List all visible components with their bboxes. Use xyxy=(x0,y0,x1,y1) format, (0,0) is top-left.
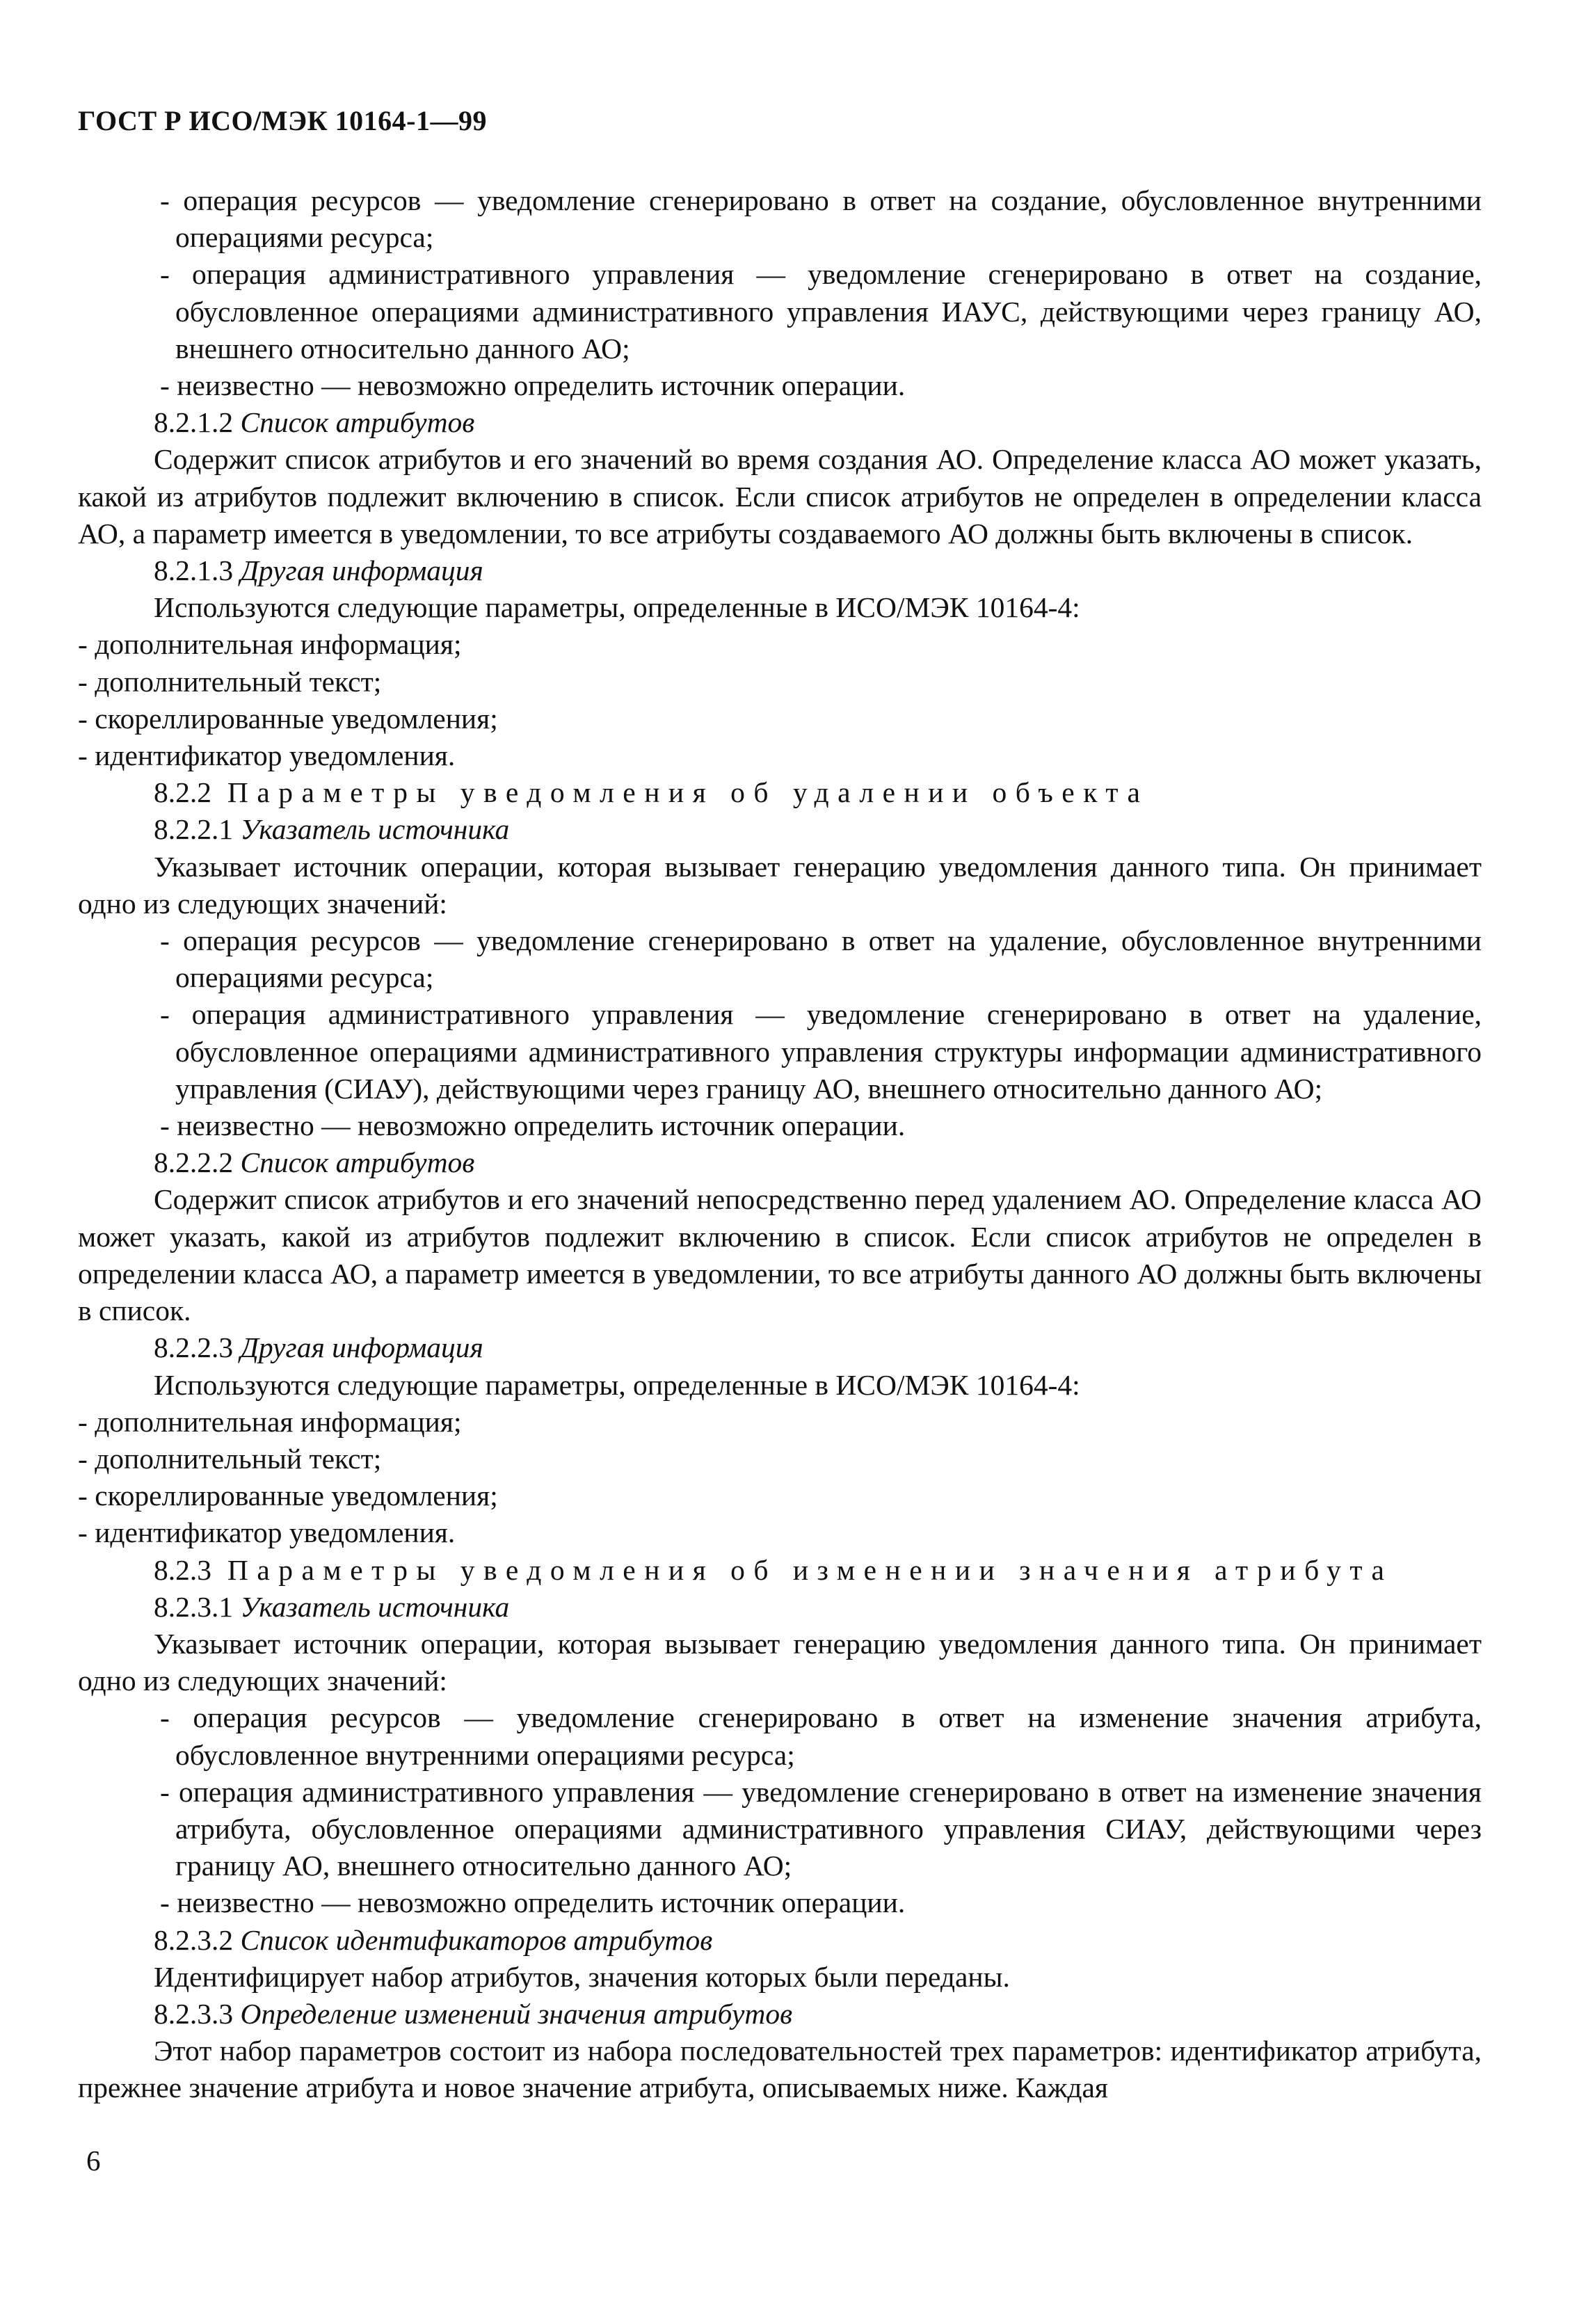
list-item: - дополнительная информация; xyxy=(78,628,462,661)
list-item: - неизвестно — невозможно определить источник операции. xyxy=(160,1886,906,1919)
section-heading xyxy=(78,774,1482,811)
list-item: - дополнительная информация; xyxy=(78,1405,462,1438)
heading-title: Список идентификаторов атрибутов xyxy=(240,1923,713,1956)
subsection-heading xyxy=(78,1922,1482,1959)
subsection-heading xyxy=(78,1329,1482,1366)
heading-number: 8.2.3.3 xyxy=(154,1997,234,2030)
heading-title: Параметры уведомления об удалении объекта xyxy=(227,776,1149,809)
section-heading xyxy=(78,1552,1482,1589)
page-header: ГОСТ Р ИСО/МЭК 10164-1—99 xyxy=(78,105,487,136)
heading-title: Другая информация xyxy=(240,554,483,587)
paragraph: Указывает источник операции, которая вызывает генерацию уведомления данного типа. Он принимает одно из следующих значений: xyxy=(78,850,1482,920)
list-item: - неизвестно — невозможно определить источник операции. xyxy=(160,369,906,402)
heading-title: Другая информация xyxy=(240,1331,483,1364)
list-item: - операция ресурсов — уведомление сгенерировано в ответ на изменение значения атрибута, обусловленное внутренними операциями ресурса; xyxy=(160,1701,1482,1771)
heading-title: Список атрибутов xyxy=(240,406,475,439)
heading-title: Определение изменений значения атрибутов xyxy=(240,1997,793,2030)
heading-number: 8.2.2.2 xyxy=(154,1146,234,1179)
subsection-heading xyxy=(78,1144,1482,1181)
heading-number: 8.2.3 xyxy=(154,1553,211,1586)
paragraph: Используются следующие параметры, определенные в ИСО/МЭК 10164-4: xyxy=(154,1368,1080,1401)
list-item: - идентификатор уведомления. xyxy=(78,739,456,772)
paragraph: Содержит список атрибутов и его значений непосредственно перед удалением АО. Определение класса АО может указать, какой из атрибутов подлежит включению в список. Если список атрибутов не определен в определении класса АО, а параметр имеется в уведомлении, то все атрибуты данного АО должны быть включены в список. xyxy=(78,1183,1482,1327)
heading-number: 8.2.1.2 xyxy=(154,406,234,439)
subsection-heading xyxy=(78,404,1482,441)
page-number: 6 xyxy=(86,2145,101,2177)
heading-number: 8.2.3.1 xyxy=(154,1590,234,1623)
list-item: - дополнительный текст; xyxy=(78,665,382,698)
subsection-heading xyxy=(78,811,1482,848)
paragraph: Содержит список атрибутов и его значений во время создания АО. Определение класса АО может указать, какой из атрибутов подлежит включению в список. Если список атрибутов не определен в определении класса АО, а параметр имеется в уведомлении, то все атрибуты создаваемого АО должны быть включены в список. xyxy=(78,443,1482,550)
paragraph: Этот набор параметров состоит из набора последовательностей трех параметров: идентификатор атрибута, прежнее значение атрибута и новое значение атрибута, описываемых ниже. Каждая xyxy=(78,2035,1482,2104)
heading-number: 8.2.3.2 xyxy=(154,1923,234,1956)
subsection-heading xyxy=(78,552,1482,589)
list-item: - операция административного управления — уведомление сгенерировано в ответ на изменение значения атрибута, обусловленное операциями административного управления СИАУ, действующими через границу АО, внешнего относительно данного АО; xyxy=(160,1775,1482,1882)
paragraph: Идентифицирует набор атрибутов, значения которых были переданы. xyxy=(154,1960,1010,1993)
list-item: - скореллированные уведомления; xyxy=(78,1480,498,1512)
heading-title: Указатель источника xyxy=(240,813,510,846)
heading-number: 8.2.1.3 xyxy=(154,554,234,587)
list-item: - операция административного управления — уведомление сгенерировано в ответ на удаление, обусловленное операциями административного управления структуры информации административного управления (СИАУ), действующими через границу АО, внешнего относительно данного АО; xyxy=(160,998,1482,1105)
list-item: - операция ресурсов — уведомление сгенерировано в ответ на создание, обусловленное внутренними операциями ресурса; xyxy=(160,184,1482,254)
heading-number: 8.2.2.1 xyxy=(154,813,234,846)
heading-title: Параметры уведомления об изменении значения атрибута xyxy=(227,1553,1393,1586)
list-item: - операция административного управления — уведомление сгенерировано в ответ на создание, обусловленное операциями административного управления ИАУС, действующими через границу АО, внешнего относительно данного АО; xyxy=(160,258,1482,364)
subsection-heading xyxy=(78,1996,1482,2033)
heading-title: Указатель источника xyxy=(240,1590,510,1623)
list-item: - идентификатор уведомления. xyxy=(78,1516,456,1549)
list-item: - операция ресурсов — уведомление сгенерировано в ответ на удаление, обусловленное внутренними операциями ресурса; xyxy=(160,924,1482,994)
document-body xyxy=(78,182,1482,2107)
list-item: - дополнительный текст; xyxy=(78,1442,382,1475)
list-item: - скореллированные уведомления; xyxy=(78,702,498,735)
heading-number: 8.2.2.3 xyxy=(154,1331,234,1364)
heading-title: Список атрибутов xyxy=(240,1146,475,1179)
subsection-heading xyxy=(78,1589,1482,1626)
list-item: - неизвестно — невозможно определить источник операции. xyxy=(160,1109,906,1142)
paragraph: Указывает источник операции, которая вызывает генерацию уведомления данного типа. Он принимает одно из следующих значений: xyxy=(78,1627,1482,1697)
paragraph: Используются следующие параметры, определенные в ИСО/МЭК 10164-4: xyxy=(154,591,1080,624)
heading-number: 8.2.2 xyxy=(154,776,211,809)
